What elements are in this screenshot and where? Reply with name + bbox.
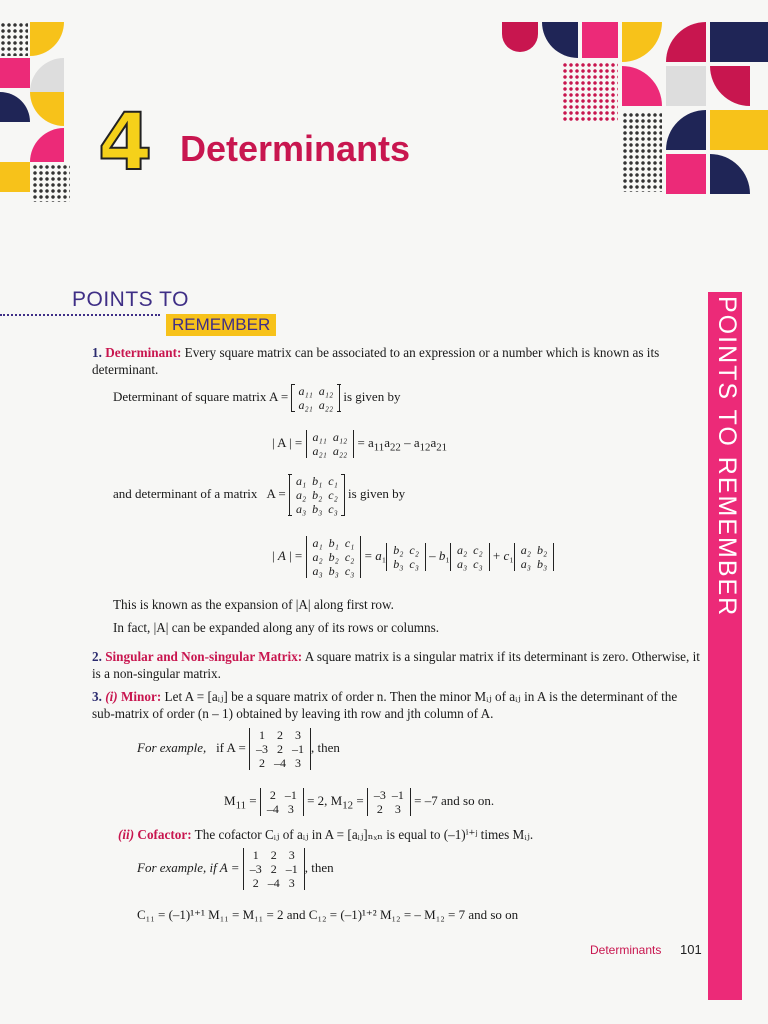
matrix-cell: 3: [288, 848, 295, 862]
item-3-cofactor-heading: Cofactor:: [137, 827, 192, 842]
matrix-cell: 3: [295, 756, 302, 770]
matrix-cell: 2: [252, 876, 259, 890]
item-2: 2. Singular and Non-singular Matrix: A square matrix is a singular matrix if its determinant is zero. Otherwise, it is a non-singular matrix.: [92, 649, 700, 681]
item-3: 3. (i) Minor: Let A = [aᵢⱼ] be a square matrix of order n. Then the minor Mᵢⱼ of aᵢⱼ in A is the determinant of the sub-matrix of order (n – 1) obtained by leaving ith row and jth column of A.: [92, 689, 678, 721]
chapter-title: Determinants: [180, 128, 411, 169]
page-number: 101: [680, 942, 702, 957]
matrix-cell: –1: [292, 742, 305, 756]
section-title: POINTS TO: [72, 288, 189, 311]
item-1: 1. Determinant: Every square matrix can be associated to an expression or a number which is known as its determinant.: [92, 345, 660, 377]
det2-definition: Determinant of square matrix A = a₁₁ a₁₂ a₂₁ a₂₂ is given by: [113, 384, 401, 412]
corner-pattern-right: [502, 22, 768, 202]
minor-result: $M_{11}$ = 2 –1 –4 3 = 2, $M_{12}$ = –3 –1 2 3 = –7 and so on.: [224, 788, 495, 816]
matrix-cell: 2: [277, 728, 284, 742]
matrix-cell: –3: [249, 862, 262, 876]
det3-definition: and determinant of a matrix A = a₁ b₁ c₁ a₂ b₂ c₂ a₃ b₃ c₃ is given by: [113, 474, 406, 516]
cofactor-result: C₁₁ = (–1)¹⁺¹ M₁₁ = M₁₁ = 2 and C₁₂ = (–1)¹⁺² M₁₂ = – M₁₂ = 7 and so on: [137, 907, 519, 922]
matrix-cell: –4: [274, 756, 287, 770]
section-divider: [0, 314, 160, 316]
item-3-minor-heading: Minor:: [120, 689, 162, 704]
matrix-cell: 1: [259, 728, 266, 742]
footer-chapter-label: Determinants: [590, 943, 662, 957]
cofactor-example: For example, if A = 1 2 3 –3 2 –1 2 –4 3 , then: [137, 848, 334, 890]
item-2-text: A square matrix is a singular matrix if its determinant is zero. Otherwise, it is a non-singular matrix.: [92, 649, 700, 681]
cofactor-definition: (ii) Cofactor: The cofactor Cᵢⱼ of aᵢⱼ in A = [aᵢⱼ]ₙₓₙ is equal to (–1)ⁱ⁺ʲ times Mᵢⱼ.: [118, 827, 534, 842]
matrix-2x2: a₁₁ a₁₂ a₂₁ a₂₂: [291, 384, 340, 412]
det2-formula: | A | = a₁₁ a₁₂ a₂₁ a₂₂ = $a_{11}a_{22} - a_{12}a_{21}$: [272, 430, 448, 458]
minor-example: For example, if A = 1 2 3 –3 2 –1 2 –4 3 , then: [137, 728, 340, 770]
matrix-cell: 2: [277, 742, 284, 756]
matrix-cell: –1: [285, 862, 298, 876]
matrix-cell: 2: [259, 756, 266, 770]
item-3-cofactor-text: The cofactor Cᵢⱼ of aᵢⱼ in A = [aᵢⱼ]ₙₓₙ is equal to (–1)ⁱ⁺ʲ times Mᵢⱼ.: [194, 827, 534, 842]
matrix-cell: 2: [270, 862, 277, 876]
expansion-note: This is known as the expansion of |A| along first row.: [113, 597, 394, 612]
matrix-cell: –4: [267, 876, 280, 890]
item-1-text: Every square matrix can be associated to an expression or a number which is known as its determinant.: [92, 345, 660, 377]
item-3-minor-text: Let A = [aᵢⱼ] be a square matrix of order n. Then the minor Mᵢⱼ of aᵢⱼ in A is the determinant of the sub-matrix of order (n – 1) obtained by leaving ith row and jth column of A.: [92, 689, 678, 721]
side-banner: [708, 292, 742, 1000]
item-2-heading: Singular and Non-singular Matrix:: [105, 649, 303, 664]
corner-pattern-left: [0, 22, 80, 202]
matrix-3x3: a₁ b₁ c₁ a₂ b₂ c₂ a₃ b₃ c₃: [289, 474, 345, 516]
item-1-heading: Determinant:: [105, 345, 182, 360]
matrix-cell: 3: [288, 876, 295, 890]
expansion-note-2: In fact, |A| can be expanded along any of its rows or columns.: [113, 620, 440, 635]
example-matrix: [249, 728, 311, 770]
matrix-cell: 1: [252, 848, 259, 862]
chapter-number: 4: [98, 98, 153, 188]
matrix-cell: –3: [256, 742, 269, 756]
matrix-cell: 2: [270, 848, 277, 862]
det3-expansion: | A | = a₁ b₁ c₁ a₂ b₂ c₂ a₃ b₃ c₃ = a₁ b₂ c₂ b₃ c₃ – b₁ a₂ c₂ a₃ c₃ + c₁ a₂ b₂ a₃ b₃: [272, 536, 554, 578]
matrix-cell: 3: [295, 728, 302, 742]
side-banner-label: POINTS TO REMEMBER: [713, 296, 741, 618]
section-subtitle: REMEMBER: [166, 314, 276, 336]
